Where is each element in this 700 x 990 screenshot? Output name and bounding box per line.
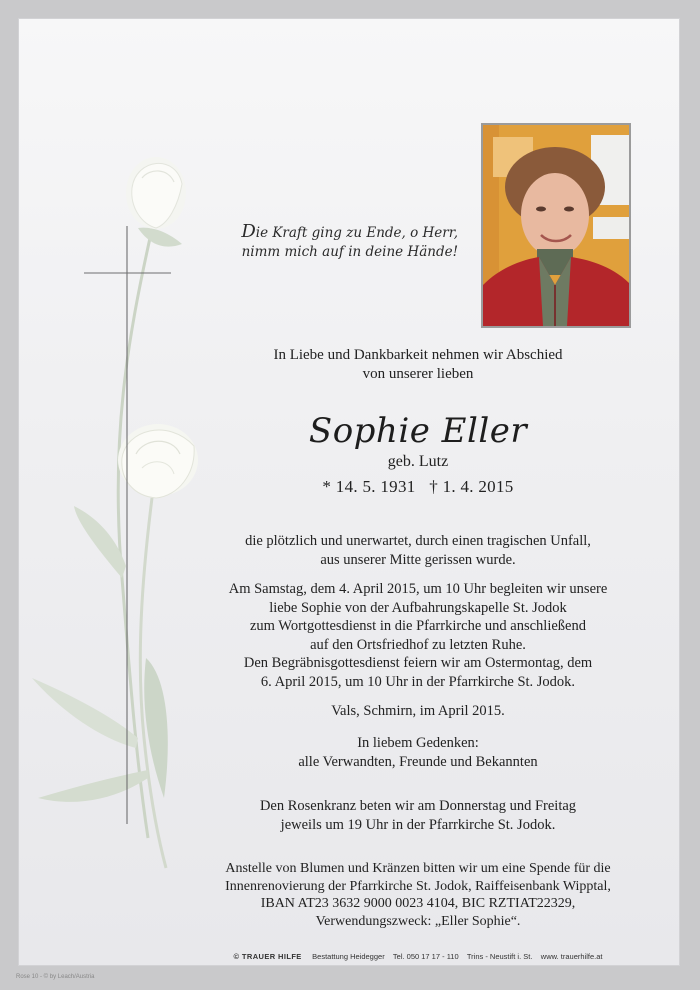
- footer: [178, 952, 658, 961]
- footer-website[interactable]: www. trauerhilfe.at: [540, 952, 603, 961]
- intro-line-1: In Liebe und Dankbarkeit nehmen wir Abschied: [273, 347, 563, 363]
- rosary-line-1: Den Rosenkranz beten wir am Donnerstag und Freitag: [259, 798, 577, 814]
- donation-line: IBAN AT23 3632 9000 0023 4104, BIC RZTIAT22329,: [260, 896, 576, 911]
- donation-line: Verwendungszweck: „Eller Sophie“.: [315, 913, 521, 929]
- life-dates: * 14. 5. 1931 † 1. 4. 2015: [322, 477, 514, 496]
- intro-line-2: von unserer lieben: [362, 366, 474, 382]
- footer-company: Bestattung Heidegger: [312, 952, 385, 961]
- image-credit: Rose 10 - © by Leach/Austria: [16, 974, 95, 980]
- quote-line-2: nimm mich auf in deine Hände!: [241, 244, 458, 260]
- funeral-line: Am Samstag, dem 4. April 2015, um 10 Uhr begleiten wir unsere: [228, 581, 608, 597]
- rosary-line-2: jeweils um 19 Uhr in der Pfarrkirche St. Jodok.: [280, 816, 556, 833]
- portrait-photo: [481, 123, 631, 328]
- deceased-name: Sophie Eller: [308, 411, 528, 451]
- funeral-line: auf den Ortsfriedhof zu letzten Ruhe.: [310, 636, 526, 653]
- place-date: Vals, Schmirn, im April 2015.: [331, 703, 505, 719]
- trauerhilfe-logo: © TRAUER HILFE: [233, 952, 302, 961]
- donation-info: [198, 860, 638, 930]
- quote-line-1: Die Kraft ging zu Ende, o Herr,: [241, 221, 458, 242]
- in-memory-line-1: In liebem Gedenken:: [357, 735, 479, 751]
- obituary-card: [18, 18, 680, 966]
- in-memory-line-2: alle Verwandten, Freunde und Bekannten: [298, 753, 538, 770]
- circumstance-line-1: die plötzlich und unerwartet, durch einen tragischen Unfall,: [245, 533, 591, 549]
- footer-phone: Tel. 050 17 17 - 110: [392, 952, 459, 961]
- rosary-info: [198, 797, 638, 834]
- quote: [236, 222, 458, 262]
- portrait-image: [483, 125, 629, 326]
- donation-line: Anstelle von Blumen und Kränzen bitten wir um eine Spende für die: [225, 861, 611, 876]
- intro: [198, 346, 638, 384]
- circumstance: [198, 532, 638, 569]
- footer-location: Trins - Neustift i. St.: [466, 952, 533, 961]
- funeral-line: 6. April 2015, um 10 Uhr in der Pfarrkirche St. Jodok.: [260, 673, 576, 690]
- in-memory: [198, 734, 638, 771]
- funeral-line: zum Wortgottesdienst in die Pfarrkirche und anschließend: [249, 618, 586, 634]
- funeral-details: [198, 580, 638, 691]
- circumstance-line-2: aus unserer Mitte gerissen wurde.: [320, 551, 516, 568]
- donation-line: Innenrenovierung der Pfarrkirche St. Jodok, Raiffeisenbank Wipptal,: [225, 878, 611, 894]
- funeral-line: Den Begräbnisgottesdienst feiern wir am Ostermontag, dem: [243, 655, 593, 671]
- birth-name: geb. Lutz: [387, 453, 449, 470]
- funeral-line: liebe Sophie von der Aufbahrungskapelle St. Jodok: [269, 599, 567, 616]
